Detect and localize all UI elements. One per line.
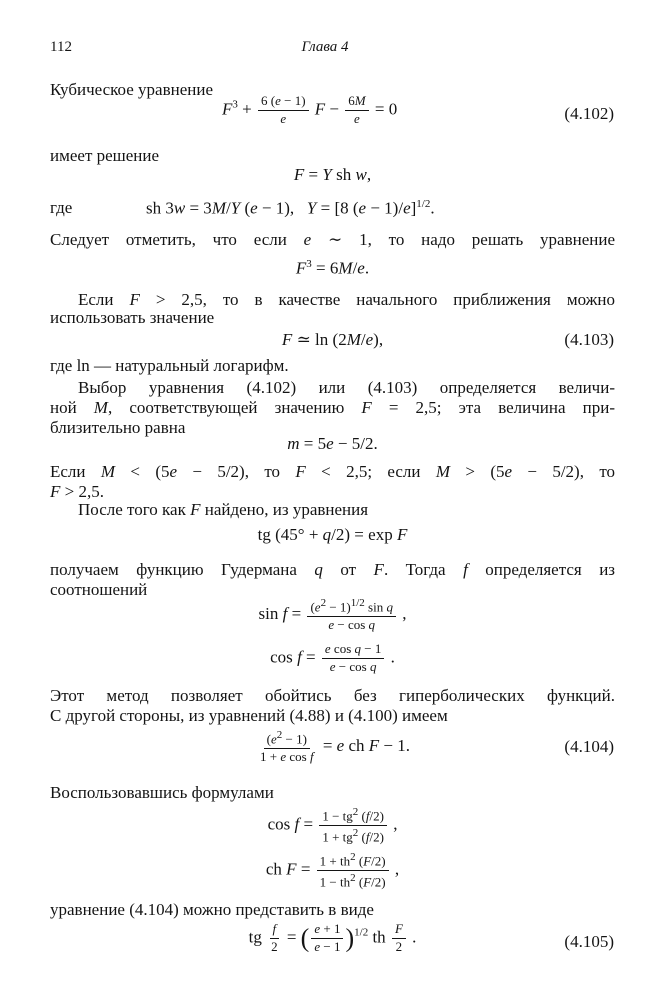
text-choice-3: близительно равна [50,418,186,437]
text-can-be-written: уравнение (4.104) можно представить в виде [50,900,374,919]
text-gudermann: получаем функцию Гудермана q от F. Тогда f определяется из [50,560,616,579]
text-ln-natural: где ln — натуральный логарифм. [50,356,289,375]
eqno-4-104: (4.104) [564,737,614,756]
text-has-solution: имеет решение [50,146,160,165]
text-choice-1: Выбор уравнения (4.102) или (4.103) определяется величи- [78,378,615,397]
text-choice-2: ной M, соответствующей значению F = 2,5; эта величина при- [50,398,615,417]
equation-sin-f: sin f = $\frac{(e^2 - 1)^{1/2} \sin q}{\text{e − cos q}}$ , [258,597,407,633]
text-after-F-found: После того как F найдено, из уравнения [78,500,369,519]
text-F-gt-25: F > 2,5. [50,482,104,501]
text-other-side: С другой стороны, из уравнений (4.88) и (4.100) имеем [50,706,448,725]
eqno-4-102: (4.102) [564,104,614,123]
equation-4-103: F ≃ ln (2M/e), [281,330,384,349]
equation-4-104: $\frac{(e^2 - 1)}{\text{1 + e cos f}}$ = e ch F − 1. [259,729,410,765]
equation-m-5e: m = 5e − 5/2. [287,434,378,453]
equation-F3-6M-e: $F^3 = 6M/e$. [295,258,370,278]
equation-4-102: $F^3$ + $\frac{6 (e - 1)}{e}$ F − $\frac{6M}{e}$ = 0 [222,93,398,126]
equation-F-Y-sh: F = Y sh w, [293,165,372,184]
eqno-4-103: (4.103) [564,330,614,349]
equation-cos-f-tg: cos f = $\frac{1 - tg^2 (f/2)}{1 + tg^2 (f/2)}$ , [267,806,398,845]
equation-cos-f: cos f = $\frac{\text{e cos q − 1}}{\text{e − cos q}}$ . [270,641,395,674]
text-if-F-gt: Если F > 2,5, то в качестве начального приближения можно [78,290,615,309]
eqno-4-105: (4.105) [564,932,614,951]
text-relations: соотношений [50,580,148,599]
equation-tg45: tg (45° + q/2) = exp F [257,525,408,544]
text-use-value: использовать значение [50,308,215,327]
equation-ch-F-th: ch F = $\frac{1 + th^2 (F/2)}{1 - th^2 (F/2)}$ , [265,851,400,890]
text-if-M: Если M < (5e − 5/2), то F < 2,5; если M > (5e − 5/2), то [50,462,616,481]
text-cubic-eq-intro: Кубическое уравнение [50,80,214,99]
page-number: 112 [50,39,72,55]
equation-4-105: tg $\frac{f}{2}$ = ( $\frac{e + 1}{e - 1}$ )$^{1/2}$ th $\frac{F}{2}$ . [248,921,417,954]
text-note-e-near-1: Следует отметить, что если e ∼ 1, то надо решать уравнение [50,230,615,249]
text-using-formulas: Воспользовавшись формулами [50,783,274,802]
equation-sh3w: sh 3w = 3M/Y (e − 1), Y = [8 (e − 1)/e]$^{1/2}$. [146,198,435,218]
chapter-title: Глава 4 [301,39,349,55]
text-where: где [50,198,73,217]
text-method: Этот метод позволяет обойтись без гиперболических функций. [50,686,615,705]
